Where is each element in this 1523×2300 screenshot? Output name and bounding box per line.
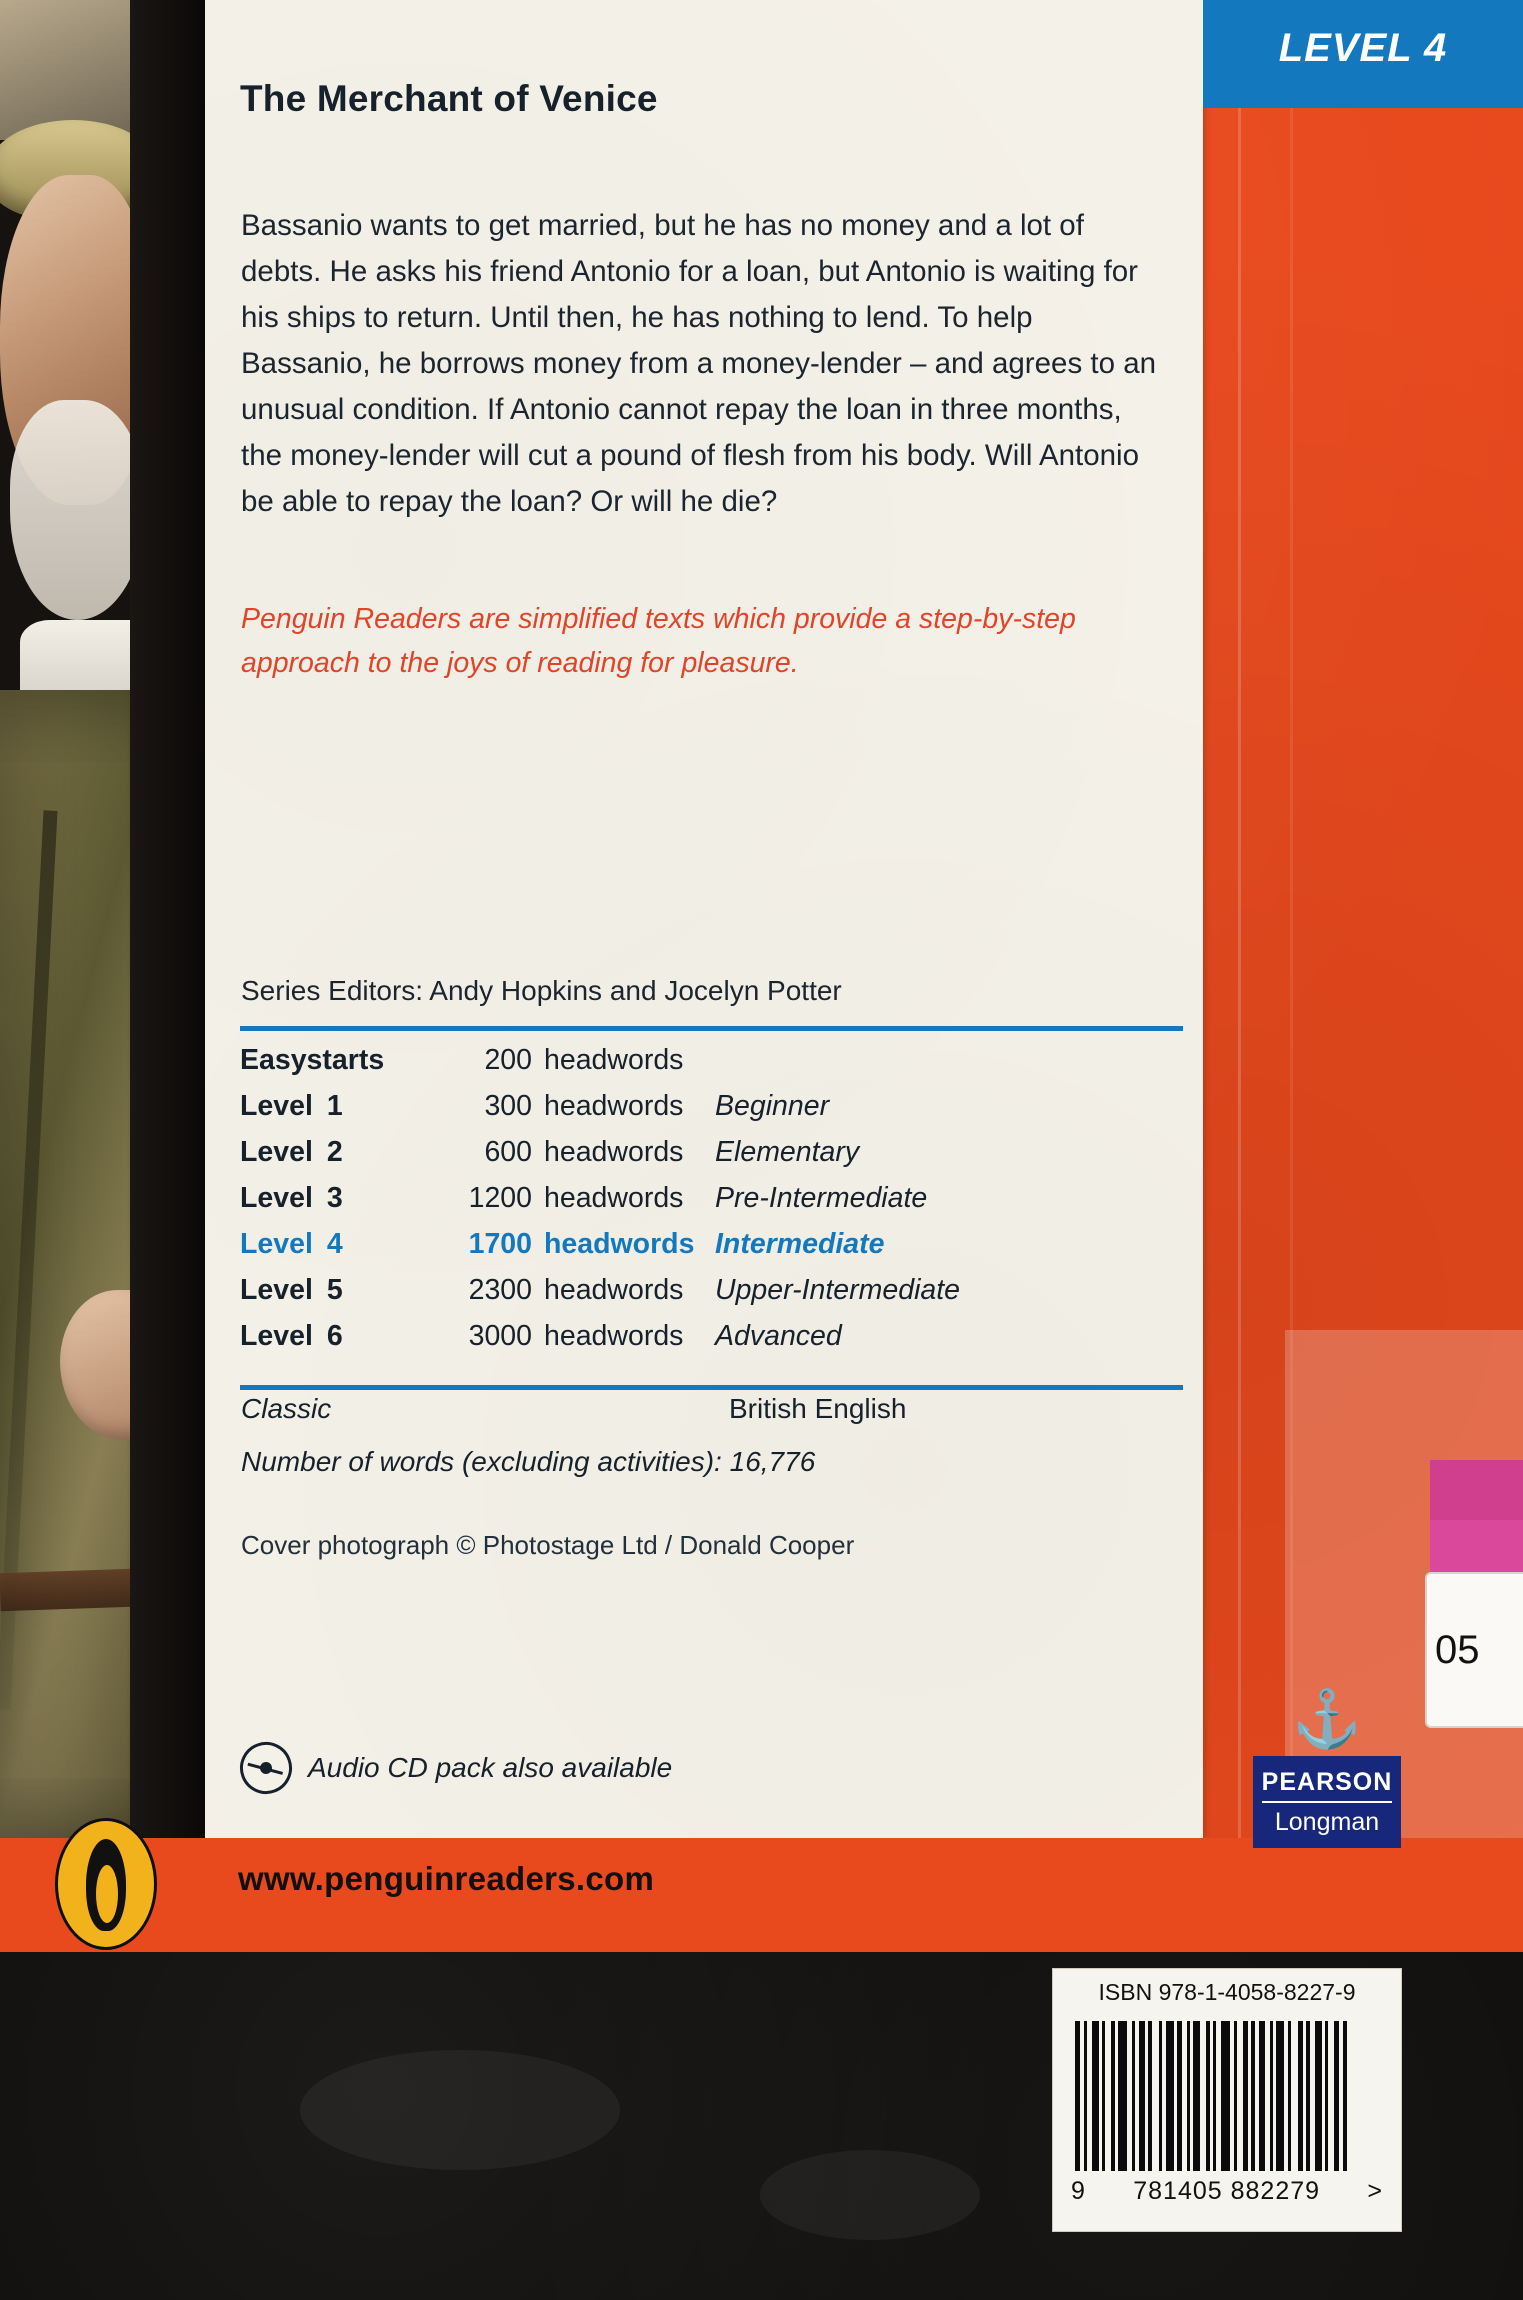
website-url: www.penguinreaders.com [238,1860,655,1897]
level-headwords [440,1320,715,1353]
penguin-belly [96,1865,118,1923]
sailing-ship-icon: ⚓ [1292,1687,1362,1750]
headword-unit: headwords [544,1228,695,1260]
headword-unit: headwords [544,1090,684,1122]
barcode-block [1052,1968,1402,2232]
publisher-name-pearson: PEARSON [1262,1768,1393,1803]
headword-count: 300 [484,1090,532,1122]
penguin-logo-icon [55,1818,157,1950]
table-row-current-level [240,1228,1190,1274]
barcode-bars [1075,2021,1375,2171]
sticker-magenta-upper [1430,1460,1523,1520]
table-row [240,1274,1190,1320]
level-tab-label: LEVEL 4 [1278,25,1448,70]
level-name [240,1228,440,1261]
level-label: Easystarts [240,1044,385,1076]
level-number: 6 [326,1320,343,1352]
photo-dark-edge [130,0,205,1840]
pearson-longman-logo [1253,1687,1401,1848]
level-headwords [440,1182,715,1215]
photo-background [0,0,140,140]
cover-crease [1238,0,1241,1860]
level-name [240,1136,440,1169]
level-description: Intermediate [715,1228,885,1260]
series-tagline: Penguin Readers are simplified texts which provide a step-by-step approach to the joys of reading for pleasure. [241,603,1076,679]
level-name [240,1320,440,1353]
levels-table [240,1044,1190,1366]
barcode-digit-main: 781405 882279 [1133,2177,1321,2205]
level-headwords [440,1090,715,1123]
headword-count: 600 [484,1136,532,1168]
table-row [240,1044,1190,1090]
website-band [0,1838,1523,1958]
level-number: 1 [326,1090,343,1122]
level-headwords [440,1274,715,1307]
level-description: Upper-Intermediate [715,1274,961,1306]
sticker-magenta-lower [1430,1520,1523,1572]
headword-count: 1200 [468,1182,532,1214]
table-row [240,1182,1190,1228]
level-number: 5 [326,1274,343,1306]
word-count-label: Number of words (excluding activities): 16,776 [241,1446,816,1477]
level-name [240,1090,440,1123]
publisher-plate [1253,1756,1401,1848]
page-title: The Merchant of Venice [240,78,658,119]
headword-unit: headwords [544,1274,684,1306]
level-headwords [440,1044,715,1077]
headword-unit: headwords [544,1182,684,1214]
isbn-label: ISBN 978-1-4058-8227-9 [1098,1979,1356,2005]
level-description: Elementary [715,1136,860,1168]
divider-top [240,1026,1183,1031]
table-row [240,1320,1190,1366]
genre-label: Classic [241,1393,332,1424]
level-headwords [440,1136,715,1169]
headword-count: 1700 [468,1228,532,1260]
level-description: Beginner [715,1090,830,1122]
level-description: Advanced [715,1320,842,1352]
cover-photograph [0,0,205,1840]
level-number: 4 [326,1228,343,1260]
audio-cd-label: Audio CD pack also available [308,1752,673,1783]
headword-unit: headwords [544,1044,684,1076]
level-label: Level [240,1182,313,1214]
table-row [240,1136,1190,1182]
series-editors: Series Editors: Andy Hopkins and Jocelyn Potter [241,975,842,1006]
level-description: Pre-Intermediate [715,1182,928,1214]
level-name [240,1044,440,1077]
barcode-digit-left: 9 [1071,2177,1086,2205]
level-number: 3 [326,1182,343,1214]
audio-cd-note [240,1742,672,1794]
divider-bottom [240,1385,1183,1390]
level-tab [1203,0,1523,108]
headword-count: 3000 [468,1320,532,1352]
level-label: Level [240,1320,313,1352]
headword-unit: headwords [544,1320,684,1352]
level-label: Level [240,1228,313,1260]
level-label: Level [240,1090,313,1122]
level-name [240,1274,440,1307]
level-name [240,1182,440,1215]
table-row [240,1090,1190,1136]
english-variant-label: British English [729,1393,907,1424]
level-label: Level [240,1274,313,1306]
publisher-name-longman: Longman [1274,1807,1380,1836]
headword-count: 2300 [468,1274,532,1306]
headword-count: 200 [484,1044,532,1076]
compact-disc-icon [233,1735,300,1802]
barcode-digit-right: > [1367,2177,1383,2205]
level-label: Level [240,1136,313,1168]
photo-beard [10,400,145,620]
photo-credit-label: Cover photograph © Photostage Ltd / Donald Cooper [241,1530,855,1560]
price-sticker [1425,1572,1523,1728]
barcode-digits [1071,2177,1383,2206]
book-blurb: Bassanio wants to get married, but he has no money and a lot of debts. He asks his friend Antonio for a loan, but Antonio is waiting for his ships to return. Until then, he has nothing to lend. To help Bassanio, he borrows money from a money-lender – and agrees to an unusual condition. If Antonio cannot repay the loan in three months, the money-lender will cut a pound of flesh from his body. Will Antonio be able to repay the loan? Or will he die? [241,209,1157,518]
price-sticker-value: 05 [1435,1627,1480,1672]
level-number: 2 [326,1136,343,1168]
level-headwords [440,1228,715,1261]
headword-unit: headwords [544,1136,684,1168]
